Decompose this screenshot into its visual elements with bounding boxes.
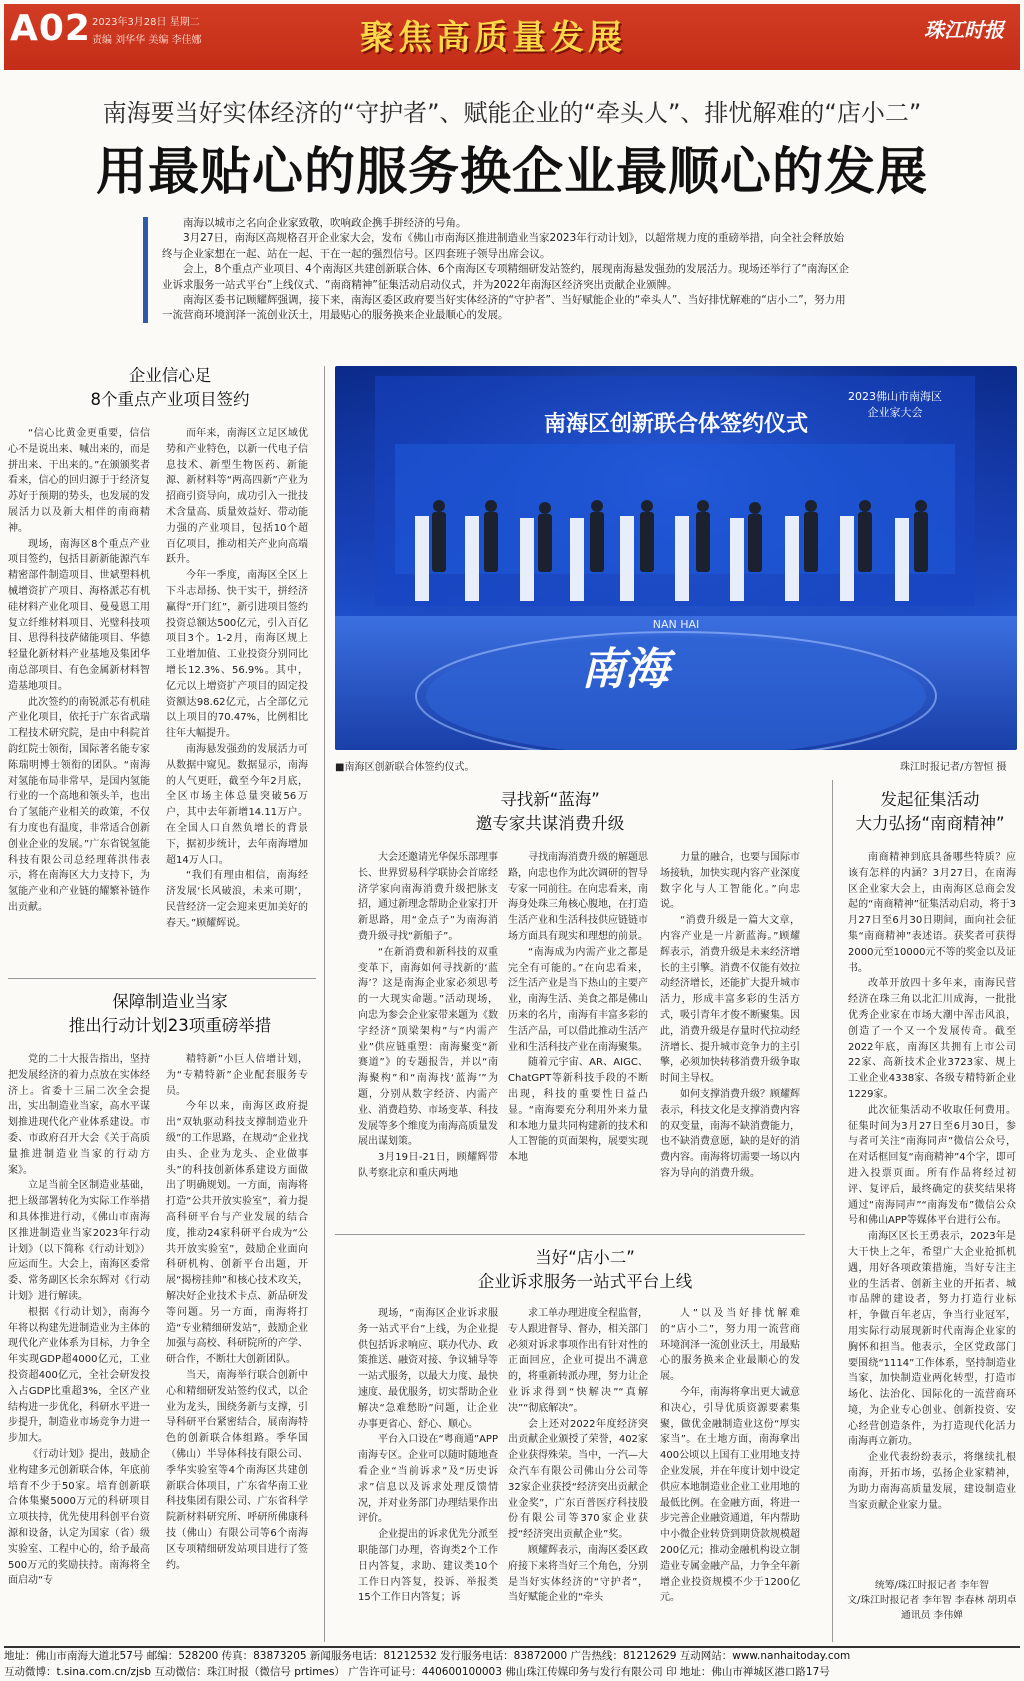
paragraph: 此次征集活动不收取任何费用。征集时间为3月27日至6月30日，参与者可关注“南海同声”微信公众号，在对话框回复“南商精神”4个字，即可进入投票页面。所有作品将经过初评、复评后，最终确定的获奖结果将通过“南海同声”“南海发布”微信公众号和佛山APP等媒体平台进行公布。: [848, 1104, 1016, 1227]
paragraph: 顾耀辉表示，南海区委区政府接下来将当好三个角色，分别是当好实体经济的“守护者”，当好赋能企业的“牵头: [508, 1544, 648, 1604]
section-divider: [8, 978, 316, 979]
newspaper-logo: 珠江时报: [924, 18, 1004, 42]
page-footer: [4, 1646, 1020, 1680]
section3-column-b: [508, 850, 648, 1222]
section2-column-a: [8, 1052, 150, 1646]
subhead-line: 推出行动计划23项重磅举措: [68, 1016, 272, 1035]
section5-column-a: [848, 850, 1016, 1570]
paragraph: 南商精神到底具备哪些特质？应该有怎样的内涵？3月27日，在南海区企业家大会上，由南海区总商会发起的“南商精神”征集活动启动，将于3月27日至6月30日期间，面向社会征集“南商精神”表述语。获奖者可获得2000元至10000元不等的奖金以及证书。: [848, 852, 1016, 974]
section-divider: [335, 1234, 805, 1235]
editor-credits: 责编 刘华华 美编 李佳娜: [92, 35, 202, 46]
kicker-headline: 南海要当好实体经济的“守护者”、赋能企业的“牵头人”、排忧解难的“店小二”: [102, 99, 922, 127]
section2-column-b: [166, 1052, 308, 1646]
paragraph: 《行动计划》提出，鼓励企业构建多元创新联合体，年底前培育不少于50家。培育创新联合体集聚5000万元的科研项目立项扶持，优先使用科创平台资源和设备，认定为国家（省）级实验室、工程中心的，给予最高500万元的奖励扶持。南海将全面启动“专: [8, 1448, 150, 1587]
subhead-line: 寻找新“蓝海”: [500, 790, 600, 809]
byline: [847, 1578, 1017, 1623]
byline-line: 统筹/珠江时报记者 李年智: [874, 1580, 990, 1591]
floor-subtext: NAN HAI: [652, 618, 700, 631]
banner-title: 南海区创新联合体签约仪式: [543, 412, 809, 437]
subhead-line: 邀专家共谋消费升级: [475, 814, 625, 833]
paragraph: 大会还邀请光华保乐部理事长、世界贸易科学联协会首席经济学家向南海消费升级把脉支招，通过新理念帮助企业家打开新思路，用“金点子”为南海消费升级寻找“新船子”。: [358, 852, 498, 942]
subhead-line: 当好“店小二”: [535, 1248, 635, 1267]
paragraph: “我们有理由相信，南海经济发展‘长风破浪，未来可期’，民营经济一定会迎来更加美好的春天。”顾耀辉说。: [166, 870, 308, 929]
section3-column-a: [358, 850, 498, 1222]
event-logo-line2: 企业家大会: [867, 406, 923, 419]
byline-line: 通讯员 李伟婵: [901, 1610, 963, 1621]
paragraph: 党的二十大报告指出，坚持把发展经济的着力点放在实体经济上。省委十三届二次全会提出，实出制造业当家，高水平谋划推进现代化产业体系建设。市委、市政府召开大会《关于高质量推进制造业当家的行动方案》。: [8, 1054, 150, 1176]
paragraph: 如何支撑消费升级？顾耀辉表示，科技文化是支撑消费内容的双变量，南海不缺消费能力，也不缺消费意愿，缺的是好的消费内容。南海将切需要一场以内容为导向的消费升级。: [660, 1088, 800, 1179]
paragraph: “在新消费和新科技的双重变革下，南海如何寻找新的‘蓝海’？这是南海企业家必须思考的一大现实命题。”活动现场，向忠为参会企业家带来题为《数字经济“顶梁架构”与“内需产业”供应链重塑：南海聚变“新赛道”》的专题报告，并以“南海聚构”和“南海找‘蓝海’”为题，分别从数字经济、内需产业、消费趋势、市场变革、科技发展等多个维度为南海高质量发展出谋划策。: [358, 946, 498, 1148]
paragraph: 随着元宇宙、AR、AIGC、ChatGPT等新科技手段的不断出现，科技的重要性日益凸显。“南海要充分利用外来力量和本地力量共同构建新的技术和人工智能的页面架构，展要实现本地: [508, 1057, 648, 1164]
subhead-line: 大力弘扬“南商精神”: [855, 814, 1005, 833]
paragraph: 人”以及当好排忧解难的“店小二”，努力用一流营商环境润泽一流创业沃土，用最贴心的服务换来企业最顺心的发展。: [660, 1308, 800, 1383]
section-title: 聚焦高质量发展: [360, 18, 626, 58]
photo-caption: ■南海区创新联合体签约仪式。: [335, 762, 475, 773]
paragraph: 平台入口设在“粤商通”APP南海专区。企业可以随时随地查看企业“当前诉求”及“历史诉求”信息以及诉求处理反馈情况，并对业务部门办理结果作出评价。: [358, 1434, 498, 1525]
section3-title: [400, 788, 700, 836]
paragraph: 根据《行动计划》，南海今年将以构建先进制造业为主体的现代化产业体系为目标，力争全年实现GDP超4000亿元，工业投资超400亿元，全社会研发投入占GDP比重超3%，全区产业结构进一步优化，科研水平进一步提升，制造业市场竞争力进一步加大。: [8, 1306, 150, 1445]
section1-title: [40, 364, 300, 412]
lead-line: 南海以城市之名向企业家致敬，吹响政企携手拼经济的号角。: [183, 217, 467, 229]
paragraph: 当天，南海举行联合创新中心和精细研发站签约仪式，以企业为龙头，围绕务新与支撑，引导科研平台紧密结合，展南海特色的创新联合体组路。季华国（佛山）半导体科技有限公司、季华实验室等4个南海区共建创新联合体项目，广东省华南工业科技集团有限公司、广东省科学院新材料研究所、呼研所佛康科技（佛山）有限公司等6个南海区专项精细研发站项目进行了签约。: [166, 1369, 308, 1571]
section4-column-b: [508, 1306, 648, 1642]
paragraph: 南海悬发强劲的发展活力可从数据中窥见。数据显示，南海的人气更旺，截至今年2月底，全区市场主体总量突破56万户，其中去年新增14.11万户。在全国人口自然负增长的背景下，据初步统计，去年南海增加超14万人口。: [166, 743, 308, 866]
byline-line: 文/珠江时报记者 李年智 李春林 胡玥卓: [847, 1595, 1017, 1606]
subhead-line: 发起征集活动: [880, 790, 980, 809]
stage-illustration: [335, 366, 1017, 750]
column-divider: [324, 366, 325, 1642]
section4-column-c: [660, 1306, 800, 1642]
subhead-line: 企业诉求服务一站式平台上线: [477, 1272, 693, 1291]
paragraph: 此次签约的南锐派芯有机硅产业化项目，依托于广东省武瑞工程技术研究院，是由中科院首韵红院士领衔，国际著名能专家陈瑞明博士领衔的团队。“南海对氢能布局非常早，是国内氢能行业的一个高地和领头羊，也出台了氢能产业相关的政策，不仅有力度也有温度，非常适合创新创业企业的发展。”广东省锐氢能科技有限公司总经理蒋洪伟表示，将在南海区大力支持下，为氢能产业和产业链的耀繁补链作出贡献。: [8, 696, 150, 913]
paragraph: 力量的融合，也要与国际市场接轨，加快实现内容产业深度数字化与人工智能化。”向忠说。: [660, 852, 800, 911]
paragraph: 寻找南海消费升级的解题思路，向忠也作为此次调研的智导专家一同前往。在向忠看来，南海身处珠三角核心腹地，在打造生活产业和生活科技供应链链市场方面具有现实和理想的前景。: [508, 852, 648, 942]
paragraph: 今年，南海将拿出更大诚意和决心，引导优质资源要素集聚，做优金融制造业这份“厚实家当”。在土地方面，南海拿出400公顷以上国有工业用地支持企业发展，并在年度计划中设定供应本地制造业企业工业用地的最低比例。在金融方面，将进一步完善企业融资通道，年内帮助中小微企业转贷到期贷款规模超200亿元；推动金融机构设立制造业专属金融产品，力争全年新增企业投资规模不少于1200亿元。: [660, 1386, 800, 1604]
paragraph: “消费升级是一篇大文章，内容产业是一片新蓝海。”顾耀辉表示，消费升级是未来经济增长的主引擎。消费不仅能有效拉动经济增长，还能扩大提升城市活力，形成丰富多彩的生活方式，吸引青年才俊不断聚集。因此，消费升级是存量时代拉动经济增长、提升城市竞争力的主引擎，必须加快转移消费升级争取时间主导权。: [660, 915, 800, 1085]
paragraph: 今年以来，南海区政府提出“双轨驱动科技支撑制造业升级”的工作思路，在规动“企业找由头、企业为龙头、企业做事头”的科技创新体系建设方面做出了明确规划。一方面，南海将打造“公共开放实验室”，着力提高科研平台与产业发展的结合度，推动24家科研平台成为“公共开放实验室”，鼓励企业面向科研机构、创新平台出题，开展“揭榜挂帅”和核心技术攻关，解决好企业技术卡点、新品研发等问题。另一方面，南海将打造“专业精细研发站”，鼓励企业加强与高校、科研院所的产学、研合作，不断壮大创新团队。: [166, 1101, 308, 1366]
paragraph: 而年来，南海区立足区域优势和产业特色，以新一代电子信息技术、新型生物医药、新能源、新材料等“两高四新”产业为招商引资导向，成功引入一批技术含量高、质量效益好、带动能力强的产业项目，包括10个超百亿项目，推动相关产业向高端跃升。: [166, 428, 308, 566]
section3-column-c: [660, 850, 800, 1222]
section5-title: [840, 788, 1020, 836]
lead-paragraph: [162, 216, 852, 324]
paragraph: 精特新”小巨人倍增计划，为“专精特新”企业配套服务专员。: [166, 1054, 308, 1097]
paragraph: 现场，“南海区企业诉求服务一站式平台”上线，为企业提供包括诉求响应、联办代办、政策推送、融资对接、争议辅导等一站式服务，以最大力度、最快速度、最优服务，切实帮助企业解决“急难愁盼”问题，让企业办事更省心、舒心、顺心。: [358, 1308, 498, 1430]
lead-line: 南海区委书记顾耀辉强调，接下来，南海区委区政府要当好实体经济的“守护者”、当好赋能企业的“牵头人”、当好排忧解难的“店小二”，努力用一流营商环境润泽一流创业沃土，用最贴心的服务换来企业最顺心的发展。: [162, 294, 846, 322]
footer-line: 互动微博：t.sina.com.cn/zjsb 互动微信：珠江时报（微信号 prtimes） 广告许可证号：440600100003 佛山珠江传媒印务与发行有限公司 印 地址：佛山市禅城区港口路17号: [4, 1666, 830, 1678]
paragraph: “南海成为内需产业之都是完全有可能的。”在向忠看来，泛生活产业是当下热山的主要产业，南海生活、美食之都是佛山历来的名片，南海有丰富多彩的生活产品，可以借此推动生活产业和生活科技产业在南海聚集。: [508, 946, 648, 1053]
event-logo-line1: 2023佛山市南海区: [848, 390, 942, 403]
issue-date: 2023年3月28日 星期二: [92, 17, 200, 28]
paragraph: 求工单办理进度全程监督，专人跟进督导、督办，相关部门必须对诉求事项作出有针对性的正面回应，企业可提出不满意的，将重新转派办理，努力让企业诉求得到“快解决”“真解决”“彻底解决”。: [508, 1308, 648, 1414]
paragraph: 企业代表纷纷表示，将继续扎根南海，开拓市场，弘扬企业家精神，为助力南海高质量发展，建设制造业当家贡献企业家力量。: [848, 1452, 1016, 1511]
subhead-line: 保障制造业当家: [112, 992, 228, 1011]
paragraph: 3月19日-21日，顾耀辉带队考察北京和重庆两地: [358, 1152, 498, 1179]
paragraph: 立足当前全区制造业基础，把上级部署转化为实际工作举措和具体推进行动，《佛山市南海区推进制造业当家2023年行动计划》（以下简称《行动计划》）应运而生。大会上，南海区委常委、常务副区长余东辉对《行动计划》进行解读。: [8, 1180, 150, 1302]
paragraph: 企业提出的诉求优先分派至职能部门办理，咨询类2个工作日内答复，求助、建议类10个工作日内答复，投诉、举报类15个工作日内答复；诉: [358, 1529, 498, 1604]
paragraph: “信心比黄金更重要，信信心不是说出来、喊出来的，而是拼出来、干出来的。”在颁颁奖者看来，信心的回归源于于经济复苏好于预期的势头，也发展的发展活力以及新大相伴的南商精神。: [8, 428, 150, 534]
lead-line: 3月27日，南海区高规格召开企业家大会，发布《佛山市南海区推进制造业当家2023年行动计划》，以超常规力度的重磅举措，向全社会释放始终与企业家想在一起、站在一起、干在一起的强烈信号。区四套班子领导出席会议。: [162, 232, 845, 260]
section4-column-a: [358, 1306, 498, 1642]
section4-title: [420, 1246, 750, 1294]
column-divider: [832, 780, 833, 1642]
floor-logo: 南海: [581, 644, 669, 695]
paragraph: 改革开放四十多年来，南海民营经济在珠三角以北汇川成海，一批批优秀企业家在市场大潮中浑击风浪，创造了一个又一个发展传奇。截至2022年底，南海区共拥有上市公司22家、高新技术企业3723家、规上工业企业4338家、各级专精特新企业1229家。: [848, 978, 1016, 1100]
section1-column-b: [166, 426, 308, 966]
paragraph: 现场，南海区8个重点产业项目签约，包括目新新能源汽车精密部件制造项目、世斌塑料机械增资扩产项目、海格派芯有机硅材料产业化项目、曼曼恩工用复立纤维材料项目、光璧科技项目、思得科技萨储能项目、华德轻量化新材料产业基地及集团华南总部项目、有色金属新材料智造基地项目。: [8, 538, 150, 692]
main-headline: 用最贴心的服务换企业最顺心的发展: [95, 143, 928, 202]
section2-title: [20, 990, 320, 1038]
photo-credit: 珠江时报记者/方智恒 摄: [900, 762, 1007, 773]
lead-line: 会上，8个重点产业项目、4个南海区共建创新联合体、6个南海区专项精细研发站签约，展现南海悬发强劲的发展活力。现场还举行了“南海区企业诉求服务一站式平台”上线仪式、“南商精神”征集活动启动仪式，并为2022年南海区经济突出贡献企业颁牌。: [162, 263, 849, 291]
footer-line: 地址：佛山市南海大道北57号 邮编：528200 传真：83873205 新闻服务电话：81212532 发行服务电话：83872000 广告热线：81212629 互动网站：www.nanhaitoday.com: [4, 1650, 851, 1662]
paragraph: 会上还对2022年度经济突出贡献企业颁授了荣誉，402家企业获得殊荣。当中，一汽—大众汽车有限公司佛山分公司等32家企业获授“经济突出贡献企业金奖”，广东百普医疗科技股份有限公司等370家企业获授“经济突出贡献企业”奖。: [508, 1418, 648, 1541]
paragraph: 南海区区长王勇表示，2023年是大干快上之年，希望广大企业抢抓机遇，用好各项政策措施，当好专注主业的生活者、创新主业的开拓者、城市品牌的建设者，努力打造行业标杆，争做百年老店，争当行业冠军，用实际行动展现新时代南海企业家的胸怀和担当。他表示，全区党政部门要围绕“1114”工作体系，坚持制造业当家，加快制造业两化转型，打造市场化、法治化、国际化的一流营商环境，为企业专心创业、创新投资、安心经营创造条件，为打造现代化活力南海再立新功。: [848, 1231, 1016, 1448]
signing-ceremony-photo: [335, 366, 1017, 750]
paragraph: 今年一季度，南海区全区上下斗志昂扬、快干实干，拼经济赢得“开门红”，新引进项目签约投资总额达500亿元，引入百亿项目3个。1-2月，南海区规上工业增加值、工业投资分别同比增长12.3%、56.9%。其中，亿元以上增资扩产项目的固定投资额达98.62亿元，占全部亿元以上项目的70.47%，比例相比往年大幅提升。: [166, 570, 308, 740]
section1-column-a: [8, 426, 150, 966]
page-number: A02: [10, 8, 91, 49]
lead-accent-bar: [143, 217, 148, 323]
subhead-line: 企业信心足: [128, 366, 212, 385]
subhead-line: 8个重点产业项目签约: [90, 390, 250, 409]
